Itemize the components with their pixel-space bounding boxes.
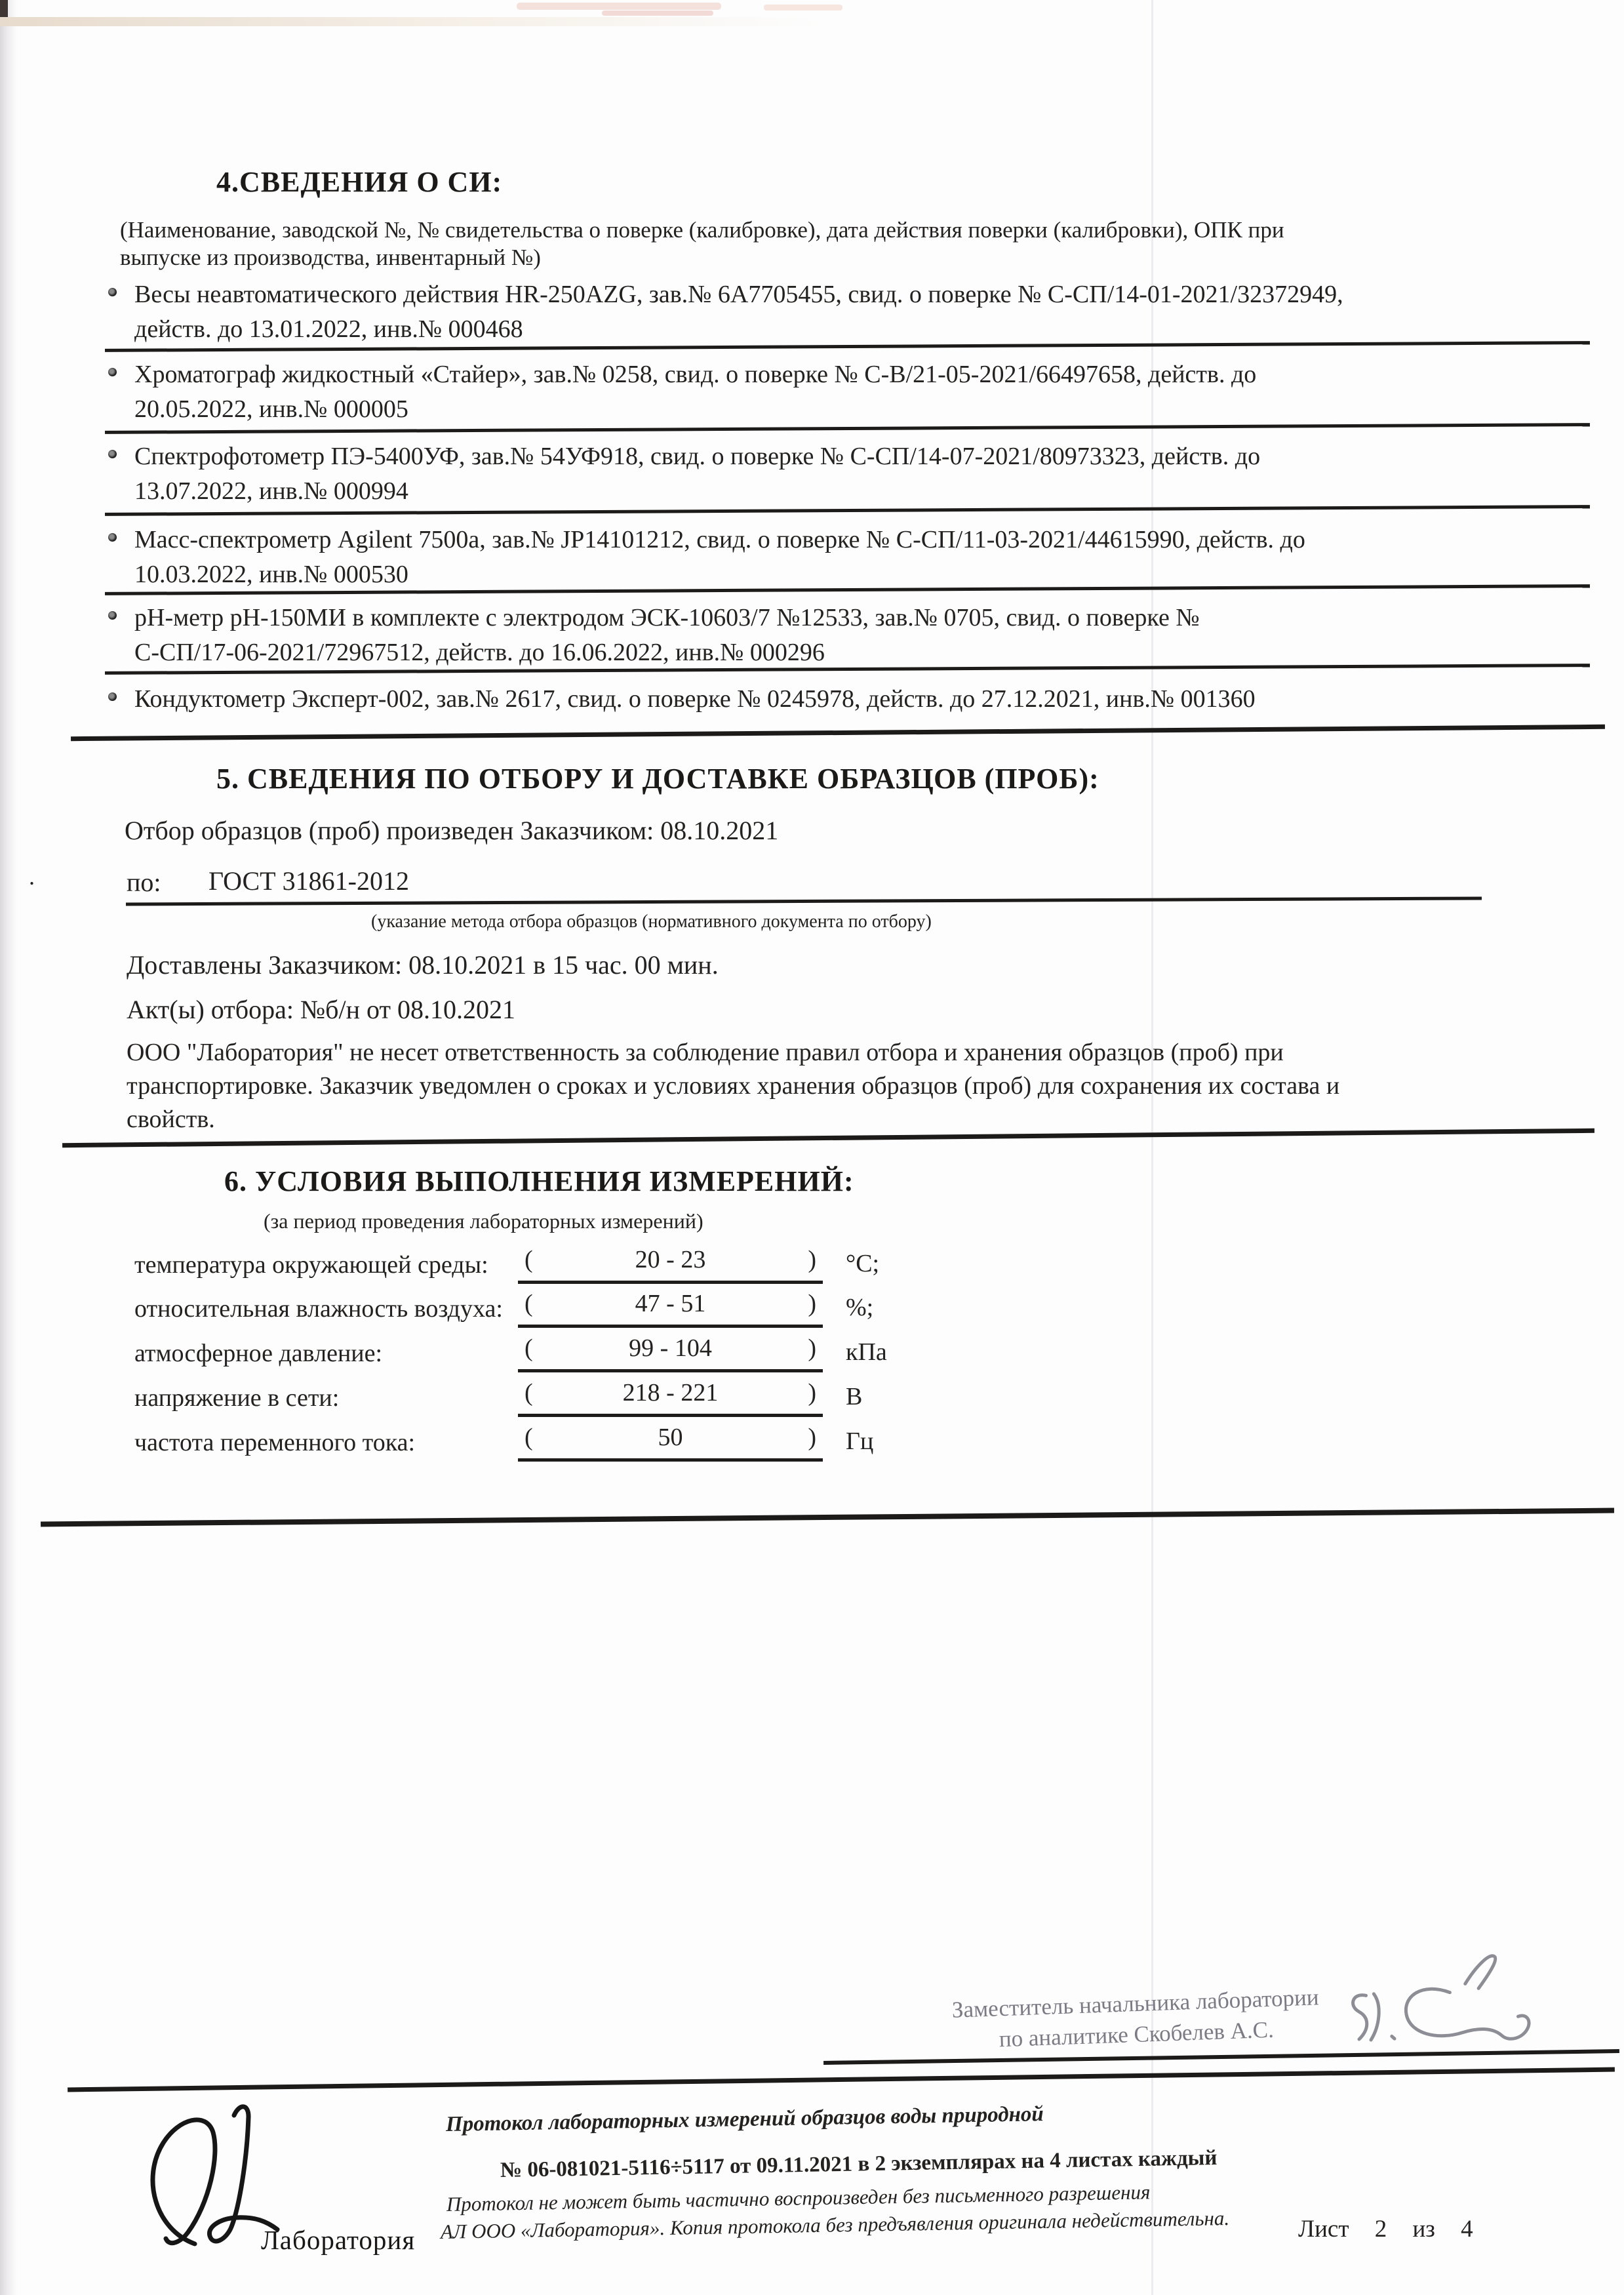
condition-value: 50 bbox=[658, 1424, 683, 1451]
section4-note bbox=[120, 216, 1284, 271]
condition-unit: %; bbox=[846, 1294, 874, 1321]
condition-value-cell bbox=[518, 1378, 823, 1417]
disclaimer bbox=[127, 1036, 1339, 1136]
paren-close: ) bbox=[808, 1334, 816, 1362]
instrument-text: С-СП/17-06-2021/72967512, действ. до 16.06.2022, инв.№ 000296 bbox=[134, 639, 825, 666]
sampling-line: Отбор образцов (проб) произведен Заказчиком: 08.10.2021 bbox=[125, 816, 779, 845]
scan-top-smudge bbox=[517, 3, 721, 10]
section4-note-line: (Наименование, заводской №, № свидетельства о поверке (калибровке), дата действия поверки (калибровки), ОПК при bbox=[120, 217, 1284, 243]
footer-line-3: Протокол не может быть частично воспроизведен без письменного разрешения bbox=[446, 2180, 1151, 2216]
instrument-text: действ. до 13.01.2022, инв.№ 000468 bbox=[134, 315, 523, 343]
condition-unit: кПа bbox=[846, 1338, 887, 1366]
condition-unit: В bbox=[846, 1383, 863, 1410]
instrument-text: Кондуктометр Эксперт-002, зав.№ 2617, свид. о поверке № 0245978, действ. до 27.12.2021, инв.№ 001360 bbox=[134, 685, 1256, 713]
section4-title: 4.СВЕДЕНИЯ О СИ: bbox=[216, 166, 503, 198]
instrument-item bbox=[134, 357, 1624, 427]
instrument-item bbox=[134, 682, 1624, 717]
scan-top-smudge bbox=[764, 5, 842, 10]
logo-text: Лаборатория bbox=[261, 2225, 416, 2255]
margin-dot: . bbox=[29, 864, 35, 890]
scan-top-band bbox=[0, 17, 820, 26]
signatory-caption bbox=[917, 1980, 1355, 2057]
paren-open: ( bbox=[525, 1424, 533, 1451]
footer-line-2: № 06-081021-5116÷5117 от 09.11.2021 в 2 экземплярах на 4 листах каждый bbox=[500, 2145, 1218, 2182]
sheet-label: Лист bbox=[1298, 2216, 1349, 2243]
instrument-text: Весы неавтоматического действия HR-250AZG, зав.№ 6A7705455, свид. о поверке № С-СП/14-01-2021/32372949, bbox=[134, 281, 1343, 308]
scan-corner-mark bbox=[0, 0, 8, 18]
condition-row bbox=[134, 1290, 1183, 1335]
condition-row bbox=[134, 1424, 1183, 1469]
condition-label: напряжение в сети: bbox=[134, 1384, 340, 1412]
condition-label: атмосферное давление: bbox=[134, 1340, 383, 1367]
condition-value: 47 - 51 bbox=[635, 1290, 706, 1317]
section6-subtitle: (за период проведения лабораторных измерений) bbox=[264, 1209, 703, 1233]
paren-close: ) bbox=[808, 1290, 816, 1317]
condition-row bbox=[134, 1246, 1183, 1291]
paren-open: ( bbox=[525, 1379, 533, 1407]
section4-note-line: выпуске из производства, инвентарный №) bbox=[120, 245, 541, 270]
instrument-item bbox=[134, 439, 1624, 509]
instrument-item bbox=[134, 277, 1624, 347]
section6-title: 6. УСЛОВИЯ ВЫПОЛНЕНИЯ ИЗМЕРЕНИЙ: bbox=[224, 1165, 854, 1197]
bullet-icon bbox=[108, 611, 117, 620]
bullet-icon bbox=[108, 288, 117, 296]
method-note: (указание метода отбора образцов (нормативного документа по отбору) bbox=[371, 911, 932, 932]
paren-close: ) bbox=[808, 1424, 816, 1451]
condition-value-cell bbox=[518, 1334, 823, 1372]
section5-title: 5. СВЕДЕНИЯ ПО ОТБОРУ И ДОСТАВКЕ ОБРАЗЦОВ (ПРОБ): bbox=[216, 763, 1099, 795]
disclaimer-line: ООО "Лаборатория" не несет ответственность за соблюдение правил отбора и хранения образцов (проб) при bbox=[127, 1039, 1284, 1066]
condition-row bbox=[134, 1334, 1183, 1380]
condition-row bbox=[134, 1379, 1183, 1424]
footer-line-1: Протокол лабораторных измерений образцов воды природной bbox=[445, 2102, 1044, 2136]
section-divider-rule bbox=[41, 1508, 1614, 1527]
condition-value-cell bbox=[518, 1289, 823, 1328]
scan-left-edge bbox=[0, 0, 17, 2295]
paren-open: ( bbox=[525, 1334, 533, 1362]
sheet-counter bbox=[1298, 2215, 1473, 2243]
scan-top-smudge bbox=[602, 10, 713, 16]
handwritten-signature-icon bbox=[1335, 1945, 1556, 2054]
bullet-icon bbox=[108, 533, 117, 542]
method-value: ГОСТ 31861-2012 bbox=[208, 866, 409, 896]
disclaimer-line: транспортировке. Заказчик уведомлен о сроках и условиях хранения образцов (проб) для сохранения их состава и bbox=[127, 1072, 1340, 1100]
method-underline bbox=[126, 896, 1482, 906]
condition-value-cell bbox=[518, 1245, 823, 1284]
condition-unit: Гц bbox=[846, 1427, 874, 1455]
paren-open: ( bbox=[525, 1290, 533, 1317]
bullet-icon bbox=[108, 692, 117, 701]
instrument-item bbox=[134, 601, 1624, 670]
paren-close: ) bbox=[808, 1379, 816, 1407]
method-label: по: bbox=[127, 868, 161, 897]
instrument-text: Спектрофотометр ПЭ-5400УФ, зав.№ 54УФ918, свид. о поверке № С-СП/14-07-2021/80973323, действ. до bbox=[134, 443, 1261, 470]
signatory-role: Заместитель начальника лаборатории bbox=[951, 1984, 1320, 2023]
footer-line-4: АЛ ООО «Лаборатория». Копия протокола без предъявления оригинала недействительна. bbox=[440, 2206, 1230, 2243]
condition-value: 218 - 221 bbox=[622, 1379, 719, 1407]
paren-open: ( bbox=[525, 1246, 533, 1273]
condition-value: 20 - 23 bbox=[635, 1246, 706, 1273]
bullet-icon bbox=[108, 450, 117, 458]
instrument-text: pH-метр pH-150МИ в комплекте с электродом ЭСК-10603/7 №12533, зав.№ 0705, свид. о поверке № bbox=[134, 604, 1200, 631]
condition-value: 99 - 104 bbox=[629, 1334, 712, 1362]
sheet-of: из bbox=[1412, 2216, 1435, 2243]
instrument-text: 20.05.2022, инв.№ 000005 bbox=[134, 395, 408, 423]
disclaimer-line: свойств. bbox=[127, 1106, 215, 1133]
instrument-text: Масс-спектрометр Agilent 7500a, зав.№ JP14101212, свид. о поверке № С-СП/11-03-2021/44615990, действ. до bbox=[134, 526, 1305, 553]
act-line: Акт(ы) отбора: №б/н от 08.10.2021 bbox=[127, 995, 515, 1024]
footer-rule bbox=[68, 2067, 1615, 2092]
section-divider-rule bbox=[71, 725, 1605, 741]
condition-label: частота переменного тока: bbox=[134, 1429, 416, 1456]
condition-label: относительная влажность воздуха: bbox=[134, 1295, 503, 1323]
sheet-current: 2 bbox=[1374, 2216, 1387, 2243]
condition-unit: °С; bbox=[846, 1250, 880, 1277]
delivery-line: Доставлены Заказчиком: 08.10.2021 в 15 час. 00 мин. bbox=[127, 950, 719, 980]
signatory-name: по аналитике Скобелев А.С. bbox=[999, 2016, 1275, 2052]
instrument-text: 13.07.2022, инв.№ 000994 bbox=[134, 477, 408, 505]
instrument-item bbox=[134, 523, 1624, 592]
paren-close: ) bbox=[808, 1246, 816, 1273]
instrument-text: 10.03.2022, инв.№ 000530 bbox=[134, 561, 408, 588]
bullet-icon bbox=[108, 368, 117, 376]
sheet-total: 4 bbox=[1461, 2216, 1473, 2243]
instrument-text: Хроматограф жидкостный «Стайер», зав.№ 0258, свид. о поверке № С-В/21-05-2021/66497658, действ. до bbox=[134, 361, 1257, 388]
condition-label: температура окружающей среды: bbox=[134, 1251, 488, 1279]
condition-value-cell bbox=[518, 1423, 823, 1462]
